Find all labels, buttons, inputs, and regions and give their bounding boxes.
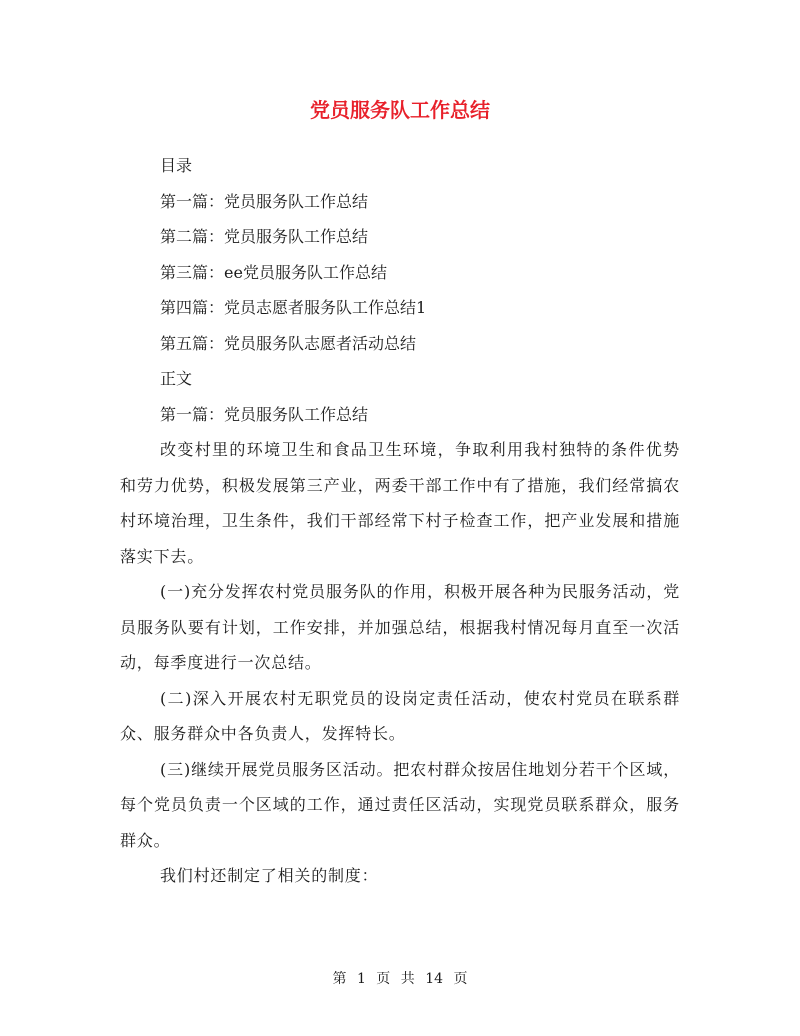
page-footer: 第 1 页 共 14 页 bbox=[332, 971, 468, 987]
paragraph: (一)充分发挥农村党员服务队的作用，积极开展各种为民服务活动，党员服务队要有计划，工作安排，并加强总结，根据我村情况每月直至一次活动，每季度进行一次总结。 bbox=[120, 582, 680, 672]
paragraph: (三)继续开展党员服务区活动。把农村群众按居住地划分若干个区域，每个党员负责一个区域的工作，通过责任区活动，实现党员联系群众，服务群众。 bbox=[120, 759, 680, 850]
section-heading: 第一篇：党员服务队工作总结 bbox=[160, 404, 369, 424]
toc-heading: 目录 bbox=[160, 156, 193, 175]
paragraph: 我们村还制定了相关的制度： bbox=[160, 866, 379, 885]
paragraph: 改变村里的环境卫生和食品卫生环境，争取利用我村独特的条件优势和劳力优势，积极发展第三产业，两委干部工作中有了措施，我们经常搞农村环境治理，卫生条件，我们干部经常下村子检查工作，把产业发展和措施落实下去。 bbox=[120, 440, 680, 566]
body-heading: 正文 bbox=[160, 369, 193, 388]
toc-item: 第四篇：党员志愿者服务队工作总结1 bbox=[160, 298, 427, 317]
toc-item: 第五篇：党员服务队志愿者活动总结 bbox=[160, 333, 417, 353]
toc-item: 第一篇：党员服务队工作总结 bbox=[160, 191, 369, 211]
toc-item: 第二篇：党员服务队工作总结 bbox=[160, 227, 369, 246]
paragraph: (二)深入开展农村无职党员的设岗定责任活动，使农村党员在联系群众、服务群众中各负责人，发挥特长。 bbox=[120, 688, 680, 743]
document-title: 党员服务队工作总结 bbox=[310, 98, 490, 122]
document-body bbox=[120, 148, 680, 894]
toc-item: 第三篇：ee党员服务队工作总结 bbox=[160, 262, 387, 282]
